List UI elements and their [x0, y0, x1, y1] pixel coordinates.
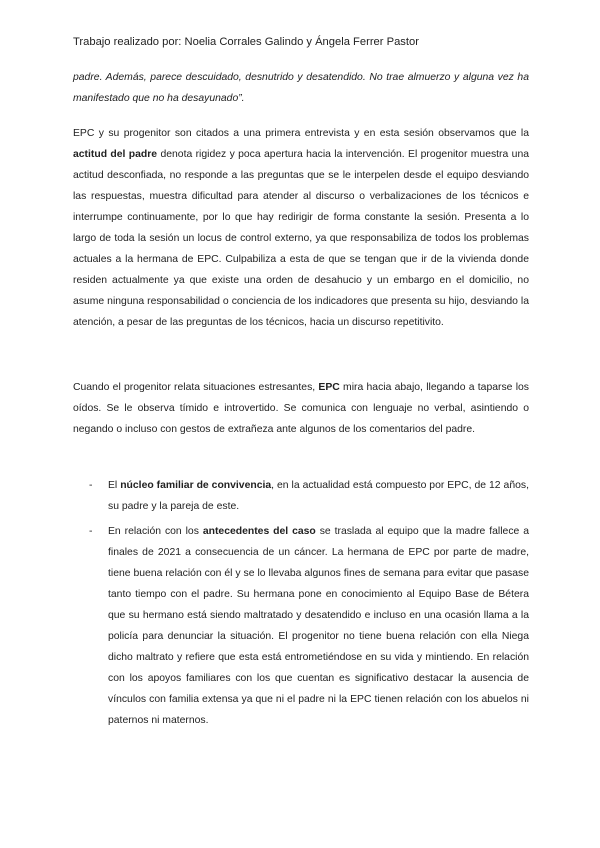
item2-text-rest: se traslada al equipo que la madre fallece a finales de 2021 a consecuencia de un cáncer. La hermana de EPC por parte de madre, tiene buena relación con él y se lo llevaba algunos fines de semana para evitar que pasase tanto tiempo con el padre. Su hermana pone en conocimiento al Equipo Base de Bétera que su hermano está siendo maltratado y desatendido e incluso en una ocasión llama a la policía para denunciar la situación. El progenitor no tiene buena relación con ella Niega dicho maltrato y refiere que esta está entrometiéndose en su vida y mintiendo. En relación con los apoyos familiares con los que cuentan es significativo destacar la ausencia de vínculos con familia extensa ya que ni el padre ni la EPC tienen relación con los abuelos ni paternos ni maternos. — [108, 526, 529, 726]
item1-bold-term: núcleo familiar de convivencia — [120, 480, 272, 491]
epc-behavior-paragraph — [73, 377, 529, 440]
list-item-family-unit — [73, 475, 529, 517]
list-item-case-background — [73, 521, 529, 731]
list-bullet: - — [89, 480, 93, 491]
case-details-list — [73, 475, 529, 735]
p3-text-rest: mira hacia abajo, llegando a taparse los oídos. Se le observa tímido e introvertido. Se comunica con lenguaje no verbal, asintiendo o negando o incluso con gestos de extrañeza ante algunos de los comentarios del padre. — [73, 382, 529, 435]
p2-text-rest: denota rigidez y poca apertura hacia la intervención. El progenitor muestra una actitud desconfiada, no responde a las preguntas que se le interpelen desde el equipo desviando las respuestas, muestra dificultad para atender al discurso o verbalizaciones de los técnicos e interrumpe continuamente, por lo que hay redirigir de forma constante la sesión. Presenta a lo largo de toda la sesión un locus de control externo, ya que responsabiliza de todos los problemas actuales a la hermana de EPC. Culpabiliza a esta de que se tengan que ir de la vivienda donde residen actualmente ya que existe una orden de desahucio y un embargo en el domicilio, no asume ninguna responsabilidad o conciencia de los indicadores que presenta su hijo, desviando la atención, a pesar de las preguntas de los técnicos, hacia un discurso repetitivito. — [73, 149, 529, 328]
item2-text-start: En relación con los — [108, 526, 203, 537]
p3-bold-term: EPC — [318, 382, 340, 393]
item2-bold-term: antecedentes del caso — [202, 526, 316, 537]
p2-bold-term: actitud del padre — [73, 149, 158, 160]
item1-text-rest: , en la actualidad está compuesto por EPC, de 12 años, su padre y la pareja de este. — [108, 480, 529, 512]
item1-text-start: El — [108, 480, 121, 491]
page-header: Trabajo realizado por: Noelia Corrales Galindo y Ángela Ferrer Pastor — [73, 36, 419, 48]
quote-continuation-paragraph: padre. Además, parece descuidado, desnutrido y desatendido. No trae almuerzo y alguna vez ha manifestado que no ha desayunado”. — [73, 72, 529, 104]
p3-text-start: Cuando el progenitor relata situaciones estresantes, — [73, 382, 319, 393]
father-attitude-paragraph — [73, 123, 529, 333]
list-bullet: - — [89, 526, 93, 537]
p2-text-start: EPC y su progenitor son citados a una primera entrevista y en esta sesión observamos que la — [73, 128, 529, 139]
